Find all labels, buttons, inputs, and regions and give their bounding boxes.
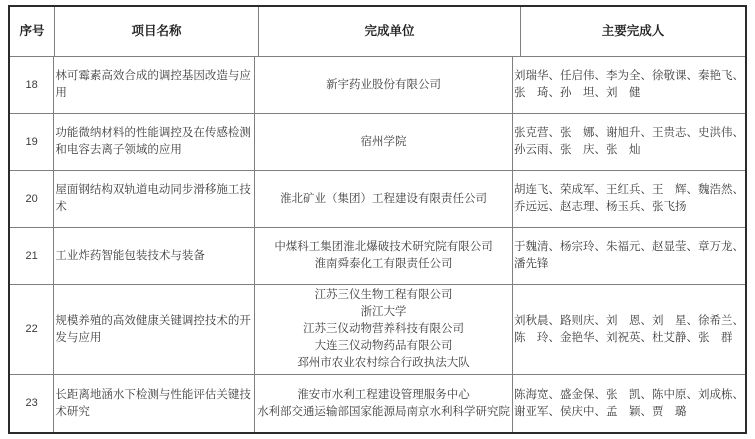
unit-line: 宿州学院 — [360, 135, 407, 148]
unit-cell — [255, 114, 513, 170]
table-row — [10, 171, 745, 228]
project-cell — [54, 228, 255, 284]
unit-line: 江苏三仪动物营养科技有限公司 — [303, 323, 465, 335]
people-line: 孙云雨、张 庆、张 灿 — [514, 144, 641, 156]
people-line: 潘先锋 — [514, 258, 549, 270]
awards-table — [8, 5, 747, 434]
unit-line: 淮南舜泰化工有限责任公司 — [314, 258, 453, 270]
project-cell — [54, 375, 255, 432]
people-cell — [513, 228, 745, 284]
people-line: 陈 玲、金艳华、刘祝英、杜艾静、张 群 — [514, 331, 733, 344]
serial-cell: 21 — [10, 228, 54, 284]
serial-cell: 19 — [10, 114, 54, 170]
table-body — [10, 57, 745, 432]
unit-line: 新宇药业股份有限公司 — [326, 78, 442, 91]
table-header-row — [10, 7, 745, 57]
unit-cell — [255, 57, 513, 113]
unit-cell — [255, 171, 513, 227]
unit-line: 中煤科工集团淮北爆破技术研究院有限公司 — [274, 241, 493, 253]
header-serial: 序号 — [10, 7, 55, 56]
project-cell — [54, 114, 255, 170]
project-line: 术 — [55, 201, 67, 213]
table-row — [10, 285, 745, 375]
people-line: 张 琦、孙 坦、刘 健 — [514, 87, 641, 99]
people-line: 张克营、张 娜、谢旭升、王贵志、史洪伟、 — [514, 127, 744, 139]
serial-cell: 22 — [10, 285, 54, 374]
people-line: 谢亚军、侯庆中、孟 颖、贾 璐 — [514, 405, 687, 418]
people-cell — [513, 114, 745, 170]
project-cell — [54, 57, 255, 113]
unit-line: 邳州市农业农村综合行政执法大队 — [297, 357, 470, 369]
table-row — [10, 57, 745, 114]
project-line: 规模养殖的高效健康关键调控技术的开 — [55, 314, 251, 327]
unit-cell — [255, 285, 513, 374]
project-line: 林可霉素高效合成的调控基因改造与应 — [55, 70, 251, 82]
people-line: 刘秋晨、路则庆、刘 恩、刘 星、徐希兰、 — [514, 314, 744, 327]
unit-line: 浙江大学 — [360, 306, 407, 318]
people-line: 于魏清、杨宗玲、朱福元、赵显莹、章万龙、 — [514, 241, 744, 253]
project-line: 发与应用 — [55, 331, 102, 344]
header-people: 主要完成人 — [601, 24, 665, 38]
table-row — [10, 228, 745, 285]
people-line: 刘瑞华、任启伟、李为全、徐敬课、秦艳飞、 — [514, 70, 744, 82]
project-line: 长距离地涵水下检测与性能评估关键技 — [55, 388, 251, 401]
project-line: 用 — [55, 87, 67, 99]
table-row — [10, 375, 745, 432]
unit-line: 水利部交通运输部国家能源局南京水利科学研究院 — [257, 405, 511, 418]
header-project: 项目名称 — [55, 7, 259, 56]
people-cell — [513, 57, 745, 113]
unit-line: 江苏三仪生物工程有限公司 — [314, 289, 453, 301]
unit-line: 大连三仪动物药品有限公司 — [314, 340, 453, 352]
project-line: 屋面钢结构双轨道电动同步滑移施工技 — [55, 184, 251, 196]
people-cell — [513, 285, 745, 374]
serial-cell: 18 — [10, 57, 54, 113]
serial-cell: 20 — [10, 171, 54, 227]
table-row — [10, 114, 745, 171]
header-unit: 完成单位 — [259, 7, 521, 56]
unit-line: 淮安市水利工程建设管理服务中心 — [297, 388, 470, 401]
unit-cell — [255, 228, 513, 284]
project-line: 和电容去离子领域的应用 — [55, 144, 182, 156]
people-line: 乔远远、赵志理、杨玉兵、张飞扬 — [514, 201, 687, 213]
people-cell — [513, 375, 745, 432]
unit-line: 淮北矿业（集团）工程建设有限责任公司 — [280, 192, 488, 205]
project-cell — [54, 285, 255, 374]
serial-cell: 23 — [10, 375, 54, 432]
people-line: 胡连飞、荣成军、王红兵、王 辉、魏浩然、 — [514, 184, 744, 196]
project-line: 功能微纳材料的性能调控及在传感检测 — [55, 127, 251, 139]
project-line: 工业炸药智能包装技术与装备 — [55, 249, 205, 262]
unit-cell — [255, 375, 513, 432]
people-line: 陈海宽、盛金保、张 凯、陈中原、刘成栋、 — [514, 388, 744, 401]
people-cell — [513, 171, 745, 227]
project-line: 术研究 — [55, 405, 90, 418]
project-cell — [54, 171, 255, 227]
